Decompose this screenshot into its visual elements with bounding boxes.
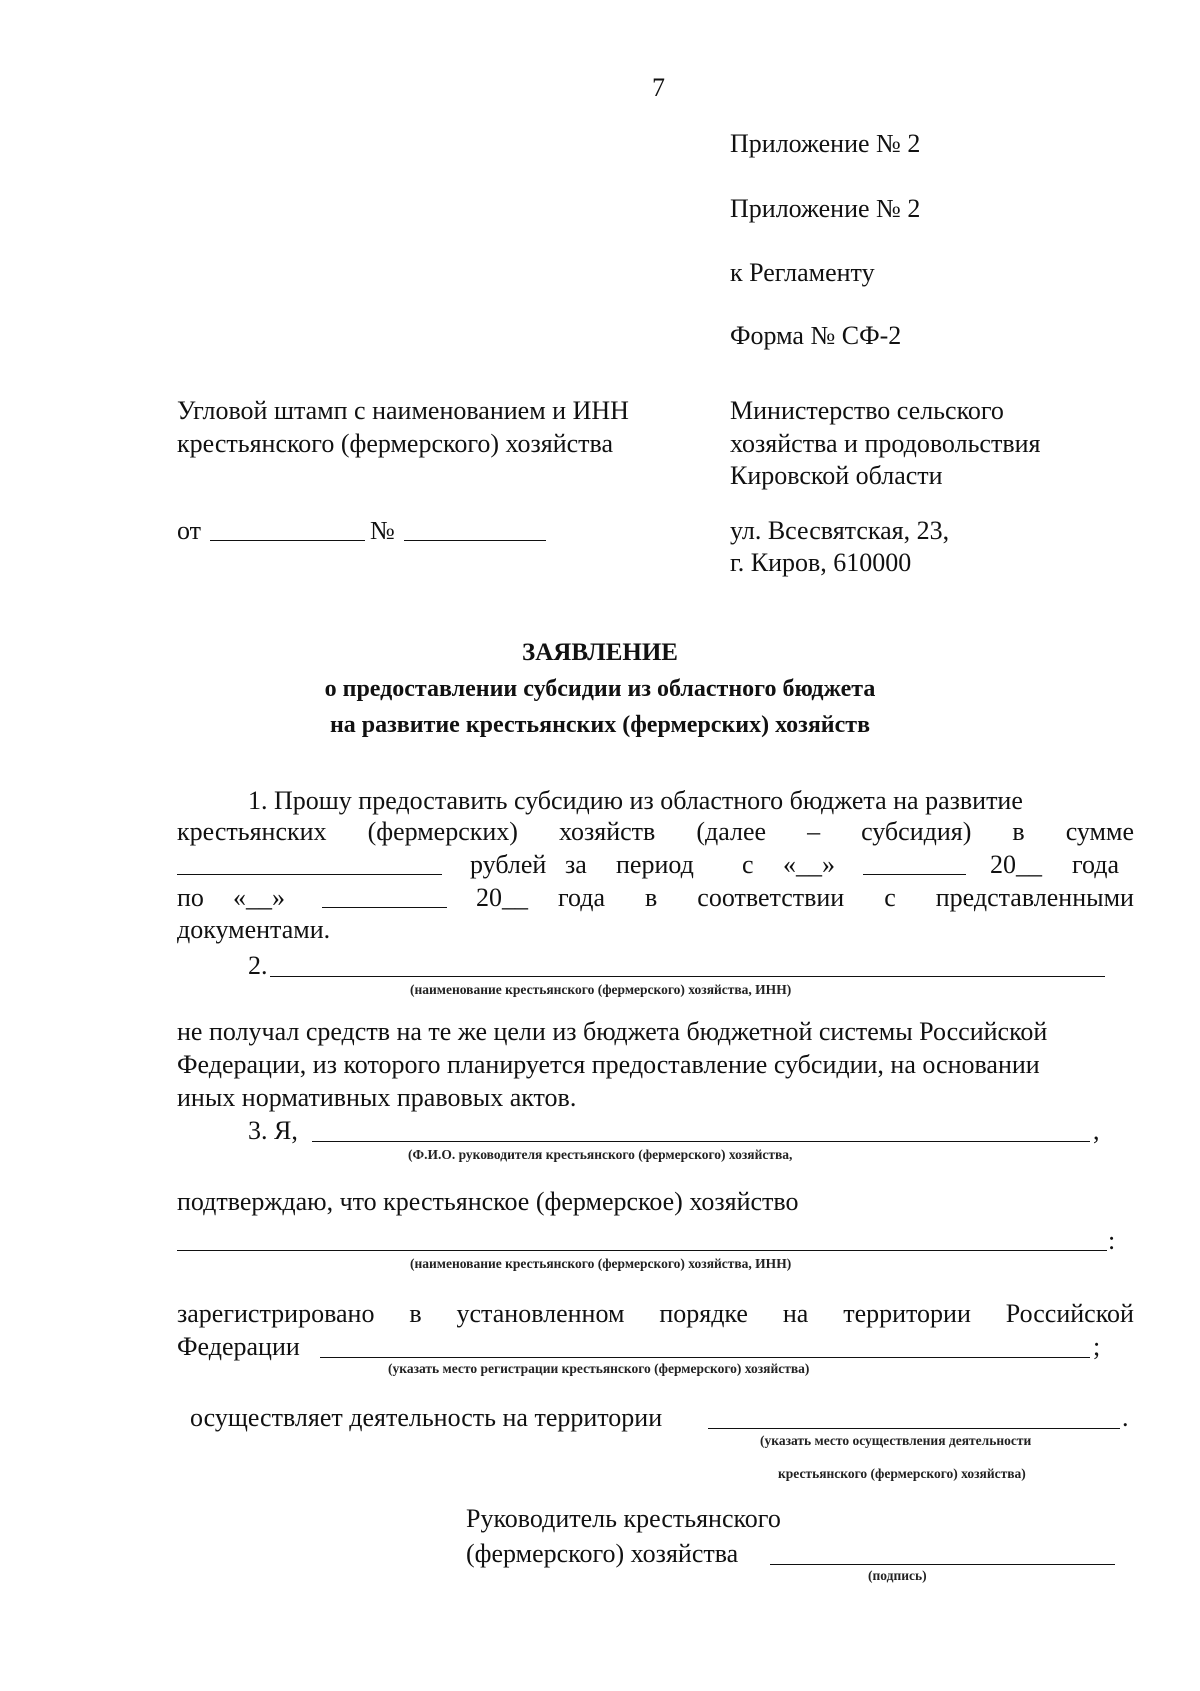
p1-line2 bbox=[177, 816, 1134, 848]
addressee-line3: Кировской области bbox=[730, 461, 943, 490]
number-label: № bbox=[370, 516, 395, 545]
p3-word: порядке bbox=[659, 1299, 748, 1328]
from-label: от bbox=[177, 516, 202, 545]
p1-word: с bbox=[884, 883, 896, 912]
end-day-blank: «__» bbox=[233, 883, 285, 912]
rubles-word: рублей bbox=[470, 850, 547, 879]
activity-place-caption-2: крестьянского (фермерского) хозяйства) bbox=[778, 1466, 1026, 1481]
federation-word: Федерации bbox=[177, 1332, 300, 1361]
p1-word: – bbox=[807, 817, 821, 846]
p3-word: территории bbox=[843, 1299, 971, 1328]
p3-word: Российской bbox=[1005, 1299, 1134, 1328]
p1-word: хозяйств bbox=[558, 817, 656, 846]
farm-name-blank-2 bbox=[177, 1250, 1107, 1251]
p3-dot: . bbox=[1122, 1403, 1129, 1432]
p1-line5: документами. bbox=[177, 915, 331, 944]
start-month-blank bbox=[863, 874, 966, 875]
p1-word: субсидия) bbox=[861, 817, 972, 846]
activity-text: осуществляет деятельность на территории bbox=[190, 1403, 663, 1432]
start-year-blank: 20__ bbox=[990, 850, 1042, 879]
end-month-blank bbox=[322, 907, 447, 908]
activity-place-caption-1: (указать место осуществления деятельности bbox=[760, 1433, 1032, 1448]
p1-word: (далее bbox=[696, 817, 767, 846]
registration-place-caption: (указать место регистрации крестьянского (фермерского) хозяйства) bbox=[388, 1361, 810, 1376]
date-blank bbox=[210, 540, 365, 541]
farm-name-caption-2: (наименование крестьянского (фермерского) хозяйства, ИНН) bbox=[410, 1256, 792, 1271]
end-year-blank: 20__ bbox=[476, 883, 528, 912]
p2-number: 2. bbox=[248, 951, 268, 980]
start-day-blank: «__» bbox=[783, 850, 835, 879]
appendix-label: Приложение № 2 bbox=[730, 129, 921, 158]
farm-name-caption: (наименование крестьянского (фермерского) хозяйства, ИНН) bbox=[410, 982, 792, 997]
p1-word: в bbox=[645, 883, 658, 912]
p3-semicolon: ; bbox=[1093, 1332, 1101, 1361]
addressee-line1: Министерство сельского bbox=[730, 396, 1004, 425]
address-city: г. Киров, 610000 bbox=[730, 548, 912, 577]
head-name-caption: (Ф.И.О. руководителя крестьянского (фермерского) хозяйства, bbox=[408, 1147, 793, 1162]
p2-line2: Федерации, из которого планируется предоставление субсидии, на основании bbox=[177, 1050, 1040, 1079]
p1-word: крестьянских bbox=[177, 817, 327, 846]
document-subtitle-line1: о предоставлении субсидии из областного бюджета bbox=[324, 676, 876, 702]
s-word: с bbox=[742, 850, 754, 879]
address-street: ул. Всесвятская, 23, bbox=[730, 516, 950, 545]
regulation-label: к Регламенту bbox=[730, 258, 875, 287]
registration-place-blank bbox=[320, 1357, 1090, 1358]
p1-word: соответствии bbox=[697, 883, 845, 912]
page-number: 7 bbox=[652, 73, 665, 102]
p3-word: установленном bbox=[456, 1299, 625, 1328]
stamp-text-line1: Угловой штамп с наименованием и ИНН bbox=[177, 396, 629, 425]
amount-blank bbox=[177, 874, 442, 875]
p1-line1: 1. Прошу предоставить субсидию из областного бюджета на развитие bbox=[248, 786, 1023, 815]
signature-title-line1: Руководитель крестьянского bbox=[466, 1504, 781, 1533]
p1-word: в bbox=[1012, 817, 1025, 846]
p3-comma: , bbox=[1093, 1116, 1100, 1145]
stamp-text-line2: крестьянского (фермерского) хозяйства bbox=[177, 429, 614, 458]
p3-number: 3. Я, bbox=[248, 1116, 298, 1145]
p1-word: (фермерских) bbox=[367, 817, 518, 846]
document-subtitle-line2: на развитие крестьянских (фермерских) хозяйств bbox=[329, 712, 871, 738]
head-name-blank bbox=[312, 1141, 1090, 1142]
p1-word: года bbox=[558, 883, 606, 912]
signature-title-line2: (фермерского) хозяйства bbox=[466, 1539, 739, 1568]
number-blank bbox=[404, 540, 546, 541]
addressee-line2: хозяйства и продовольствия bbox=[730, 429, 1041, 458]
p1-line4-tail bbox=[558, 882, 1134, 914]
signature-blank bbox=[770, 1564, 1115, 1565]
signature-caption: (подпись) bbox=[868, 1568, 927, 1583]
form-number: Форма № СФ-2 bbox=[730, 321, 902, 350]
document-title: ЗАЯВЛЕНИЕ bbox=[522, 639, 678, 666]
p3-registered-line bbox=[177, 1298, 1134, 1330]
p3-confirm-text: подтверждаю, что крестьянское (фермерское) хозяйство bbox=[177, 1187, 799, 1216]
za-word: за bbox=[565, 850, 587, 879]
p2-line1: не получал средств на те же цели из бюджета бюджетной системы Российской bbox=[177, 1017, 1048, 1046]
goda-word: года bbox=[1072, 850, 1120, 879]
p3-word: зарегистрировано bbox=[177, 1299, 375, 1328]
p3-word: на bbox=[782, 1299, 809, 1328]
po-word: по bbox=[177, 883, 204, 912]
period-word: период bbox=[616, 850, 694, 879]
farm-name-blank bbox=[270, 976, 1105, 977]
p1-word: сумме bbox=[1065, 817, 1134, 846]
p2-line3: иных нормативных правовых актов. bbox=[177, 1083, 577, 1112]
appendix-label-repeat: Приложение № 2 bbox=[730, 194, 921, 223]
p1-word: представленными bbox=[935, 883, 1134, 912]
activity-place-blank bbox=[708, 1428, 1120, 1429]
p3-colon: : bbox=[1108, 1226, 1116, 1255]
p3-word: в bbox=[409, 1299, 422, 1328]
